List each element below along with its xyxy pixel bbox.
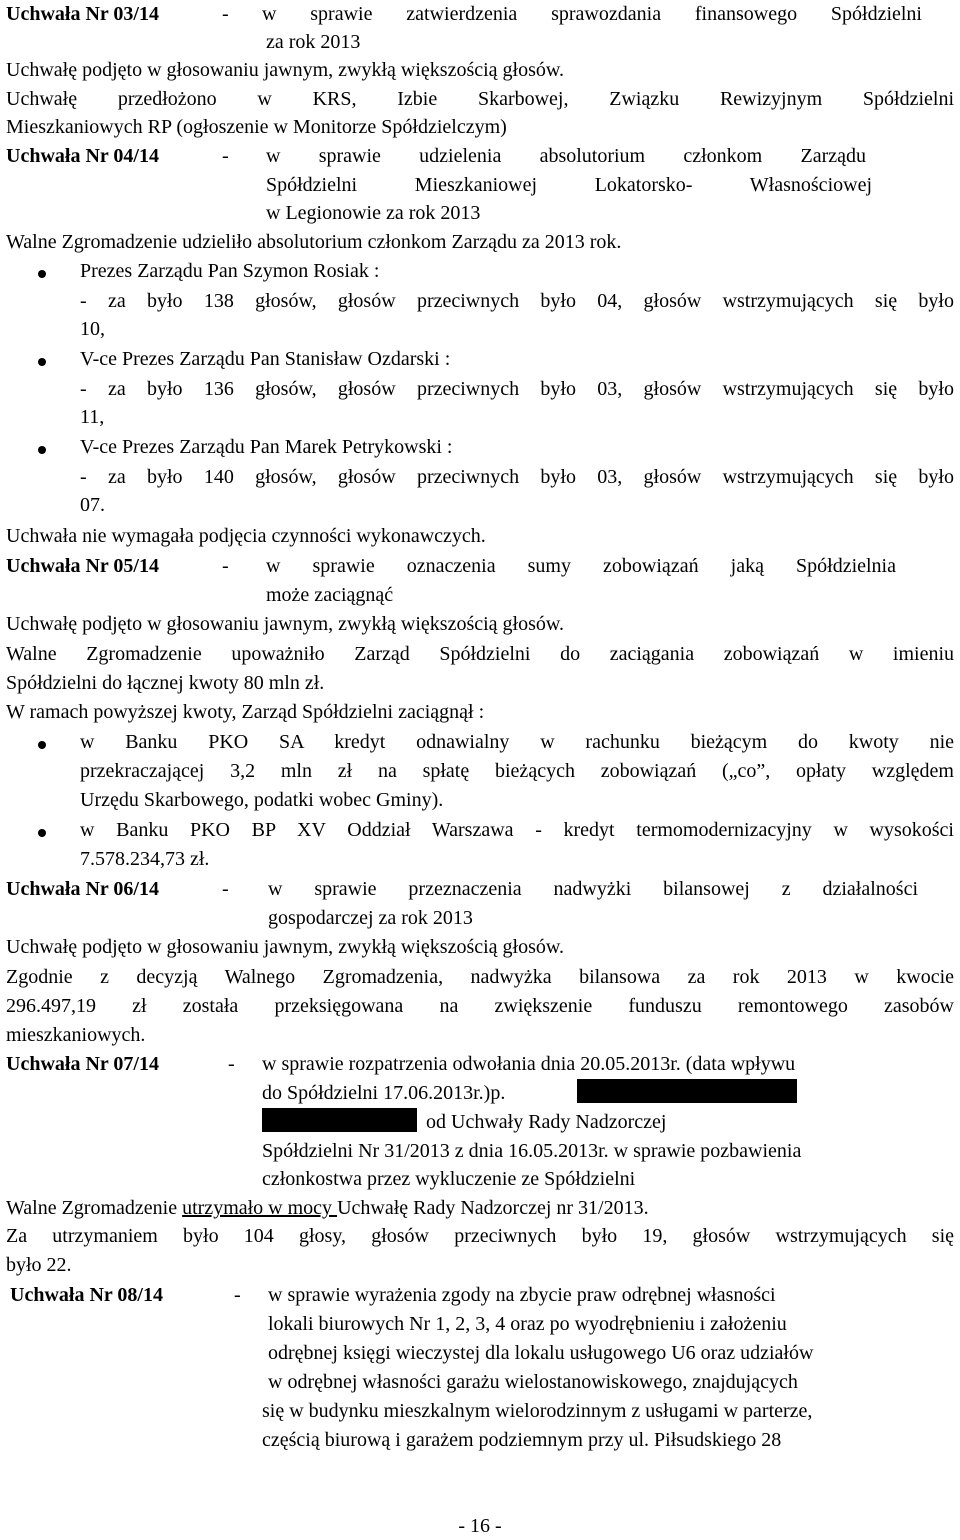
bullet-icon: [38, 446, 46, 454]
resolution-03-filing-line-2: Mieszkaniowych RP (ogłoszenie w Monitorze Spółdzielczym): [6, 116, 507, 138]
resolution-07-subject-line-4: Spółdzielni Nr 31/2013 z dnia 16.05.2013r. w sprawie pozbawienia: [262, 1140, 802, 1162]
resolution-05-subject-line-1: w sprawie oznaczenia sumy zobowiązań jaką Spółdzielnia: [266, 555, 896, 577]
resolution-06-subject-line-1: w sprawie przeznaczenia nadwyżki bilansowej z działalności: [268, 878, 918, 900]
resolution-05-text-line-2: Spółdzielni do łącznej kwoty 80 mln zł.: [6, 672, 325, 694]
resolution-03-heading: Uchwała Nr 03/14: [6, 3, 159, 25]
resolution-04-subject-line-2: Spółdzielni Mieszkaniowej Lokatorsko- Własnościowej: [266, 174, 872, 196]
resolution-07-heading: Uchwała Nr 07/14: [6, 1053, 159, 1075]
board-member-3-votes: - za było 140 głosów, głosów przeciwnych było 03, głosów wstrzymujących się było: [80, 466, 954, 488]
page-number: - 16 -: [458, 1515, 502, 1537]
resolution-07-votes-line-1: Za utrzymaniem było 104 głosy, głosów przeciwnych było 19, głosów wstrzymujących się: [6, 1225, 954, 1247]
resolution-08-subject-line-5: się w budynku mieszkalnym wielorodzinnym z usługami w parterze,: [262, 1400, 813, 1422]
resolution-06-text-line-1: Zgodnie z decyzją Walnego Zgromadzenia, nadwyżka bilansowa za rok 2013 w kwocie: [6, 966, 954, 988]
resolution-07-subject-line-1: w sprawie rozpatrzenia odwołania dnia 20.05.2013r. (data wpływu: [262, 1053, 796, 1075]
resolution-04-intro: Walne Zgromadzenie udzieliło absolutorium członkom Zarządu za 2013 rok.: [6, 231, 622, 253]
resolution-03-subject-line-1: w sprawie zatwierdzenia sprawozdania finansowego Spółdzielni: [262, 3, 922, 25]
resolution-05-vote: Uchwałę podjęto w głosowaniu jawnym, zwykłą większością głosów.: [6, 613, 565, 635]
resolution-04-subject-line-1: w sprawie udzielenia absolutorium członkom Zarządu: [266, 145, 866, 167]
resolution-04-dash: -: [222, 145, 229, 167]
resolution-08-dash: -: [234, 1284, 241, 1306]
resolution-06-text-line-2: 296.497,19 zł została przeksięgowana na zwiększenie funduszu remontowego zasobów: [6, 995, 954, 1017]
board-member-2-name: V-ce Prezes Zarządu Pan Stanisław Ozdarski :: [80, 348, 451, 370]
resolution-03-filing-line-1: Uchwałę przedłożono w KRS, Izbie Skarbowej, Związku Rewizyjnym Spółdzielni: [6, 88, 954, 110]
bullet-icon: [38, 741, 46, 749]
resolution-04-heading: Uchwała Nr 04/14: [6, 145, 159, 167]
bullet-icon: [38, 270, 46, 278]
bullet-icon: [38, 358, 46, 366]
redaction-bar: [577, 1079, 797, 1103]
board-member-2-votes-tail: 11,: [80, 406, 105, 428]
bullet-icon: [38, 829, 46, 837]
resolution-08-subject-line-2: lokali biurowych Nr 1, 2, 3, 4 oraz po wyodrębnieniu i założeniu: [268, 1313, 787, 1335]
resolution-07-subject-line-2: do Spółdzielni 17.06.2013r.)p.: [262, 1082, 506, 1104]
resolution-03-dash: -: [222, 3, 229, 25]
board-member-1-votes: - za było 138 głosów, głosów przeciwnych było 04, głosów wstrzymujących się było: [80, 290, 954, 312]
resolution-08-subject-line-1: w sprawie wyrażenia zgody na zbycie praw odrębnej własności: [268, 1284, 776, 1306]
resolution-06-text-line-3: mieszkaniowych.: [6, 1024, 146, 1046]
redaction-bar: [262, 1108, 417, 1132]
resolution-07-dash: -: [228, 1053, 235, 1075]
resolution-07-subject-line-5: członkostwa przez wykluczenie ze Spółdzielni: [262, 1168, 636, 1190]
resolution-05-dash: -: [222, 555, 229, 577]
resolution-06-dash: -: [222, 878, 229, 900]
resolution-08-subject-line-4: w odrębnej własności garażu wielostanowiskowego, znajdujących: [268, 1371, 798, 1393]
board-member-3-name: V-ce Prezes Zarządu Pan Marek Petrykowski :: [80, 436, 453, 458]
loan-2-line-2: 7.578.234,73 zł.: [80, 848, 210, 870]
resolution-05-text-line-3: W ramach powyższej kwoty, Zarząd Spółdzielni zaciągnął :: [6, 701, 485, 723]
board-member-3-votes-tail: 07.: [80, 494, 105, 516]
loan-1-line-1: w Banku PKO SA kredyt odnawialny w rachunku bieżącym do kwoty nie: [80, 731, 954, 753]
resolution-07-votes-line-2: było 22.: [6, 1254, 72, 1276]
board-member-1-name: Prezes Zarządu Pan Szymon Rosiak :: [80, 260, 380, 282]
resolution-05-text-line-1: Walne Zgromadzenie upoważniło Zarząd Spółdzielni do zaciągania zobowiązań w imieniu: [6, 643, 954, 665]
board-member-1-votes-tail: 10,: [80, 318, 105, 340]
resolution-05-heading: Uchwała Nr 05/14: [6, 555, 159, 577]
resolution-08-subject-line-6: częścią biurową i garażem podziemnym przy ul. Piłsudskiego 28: [262, 1429, 782, 1451]
resolution-08-heading: Uchwała Nr 08/14: [10, 1284, 163, 1306]
resolution-07-result: Walne Zgromadzenie utrzymało w mocy Uchwałę Rady Nadzorczej nr 31/2013.: [6, 1197, 649, 1219]
resolution-06-heading: Uchwała Nr 06/14: [6, 878, 159, 900]
resolution-03-vote: Uchwałę podjęto w głosowaniu jawnym, zwykłą większością głosów.: [6, 59, 565, 81]
resolution-08-subject-line-3: odrębnej księgi wieczystej dla lokalu usługowego U6 oraz udziałów: [268, 1342, 814, 1364]
resolution-04-note: Uchwała nie wymagała podjęcia czynności wykonawczych.: [6, 525, 486, 547]
resolution-06-vote: Uchwałę podjęto w głosowaniu jawnym, zwykłą większością głosów.: [6, 936, 565, 958]
resolution-05-subject-line-2: może zaciągnąć: [266, 584, 394, 606]
resolution-07-subject-line-3: od Uchwały Rady Nadzorczej: [426, 1111, 667, 1133]
loan-1-line-2: przekraczającej 3,2 mln zł na spłatę bieżących zobowiązań („co”, opłaty względem: [80, 760, 954, 782]
board-member-2-votes: - za było 136 głosów, głosów przeciwnych było 03, głosów wstrzymujących się było: [80, 378, 954, 400]
resolution-03-subject-line-2: za rok 2013: [266, 31, 361, 53]
resolution-04-subject-line-3: w Legionowie za rok 2013: [266, 202, 481, 224]
loan-2-line-1: w Banku PKO BP XV Oddział Warszawa - kredyt termomodernizacyjny w wysokości: [80, 819, 954, 841]
resolution-06-subject-line-2: gospodarczej za rok 2013: [268, 907, 473, 929]
loan-1-line-3: Urzędu Skarbowego, podatki wobec Gminy).: [80, 789, 444, 811]
